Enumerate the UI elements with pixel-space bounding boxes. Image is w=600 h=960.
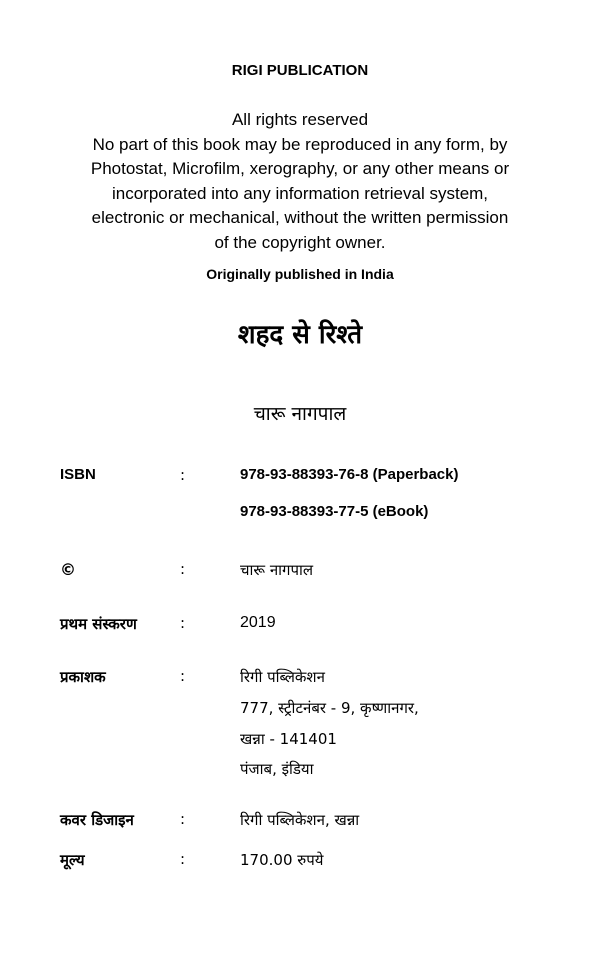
copyright-label: © (60, 560, 76, 579)
cover-design-value: रिगी पब्लिकेशन, खन्ना (240, 811, 360, 829)
edition-value: 2019 (240, 614, 276, 631)
publisher-address-line: खन्ना - 141401 (240, 730, 337, 748)
isbn-ebook-row (60, 503, 560, 527)
publisher-address-row (60, 759, 560, 783)
colon: : (180, 810, 186, 828)
colon: : (180, 560, 186, 578)
colon: : (180, 466, 186, 484)
edition-row (60, 614, 560, 638)
rights-line: electronic or mechanical, without the written permission (91, 208, 509, 227)
copyright-row (60, 560, 560, 584)
origin-note: Originally published in India (206, 266, 394, 282)
rights-line: incorporated into any information retrieval system, (111, 183, 489, 203)
rights-line: All rights reserved (231, 110, 369, 129)
copyright-value: चारू नागपाल (240, 561, 314, 579)
rights-line: of the copyright owner. (214, 232, 386, 252)
publisher-name: रिगी पब्लिकेशन (240, 668, 325, 686)
rights-line: No part of this book may be reproduced in any form, by (92, 134, 508, 154)
author-name: चारू नागपाल (253, 403, 347, 425)
publisher-address-row (60, 729, 560, 753)
publisher-address-row (60, 698, 560, 722)
cover-design-row (60, 810, 560, 834)
publisher-address-line: 777, स्ट्रीटनंबर - 9, कृष्णानगर, (240, 699, 419, 717)
isbn-row (60, 466, 560, 490)
price-label: मूल्य (60, 851, 85, 869)
edition-label: प्रथम संस्करण (60, 615, 137, 633)
publisher-label: प्रकाशक (60, 668, 106, 686)
publisher-address-line: पंजाब, इंडिया (240, 760, 314, 778)
book-title: शहद से रिश्ते (237, 320, 363, 350)
price-row (60, 850, 560, 874)
cover-design-label: कवर डिजाइन (60, 811, 134, 829)
isbn-label: ISBN (60, 466, 96, 483)
publisher-heading: RIGI PUBLICATION (231, 62, 369, 79)
rights-statement (0, 108, 600, 255)
rights-line: Photostat, Microfilm, xerography, or any other means or (90, 159, 510, 178)
isbn-ebook: 978-93-88393-77-5 (eBook) (240, 503, 429, 520)
publisher-row (60, 667, 560, 691)
colon: : (180, 667, 186, 685)
price-value: 170.00 रुपये (240, 851, 324, 869)
colon: : (180, 850, 186, 868)
colon: : (180, 614, 186, 632)
isbn-paperback: 978-93-88393-76-8 (Paperback) (240, 466, 459, 483)
